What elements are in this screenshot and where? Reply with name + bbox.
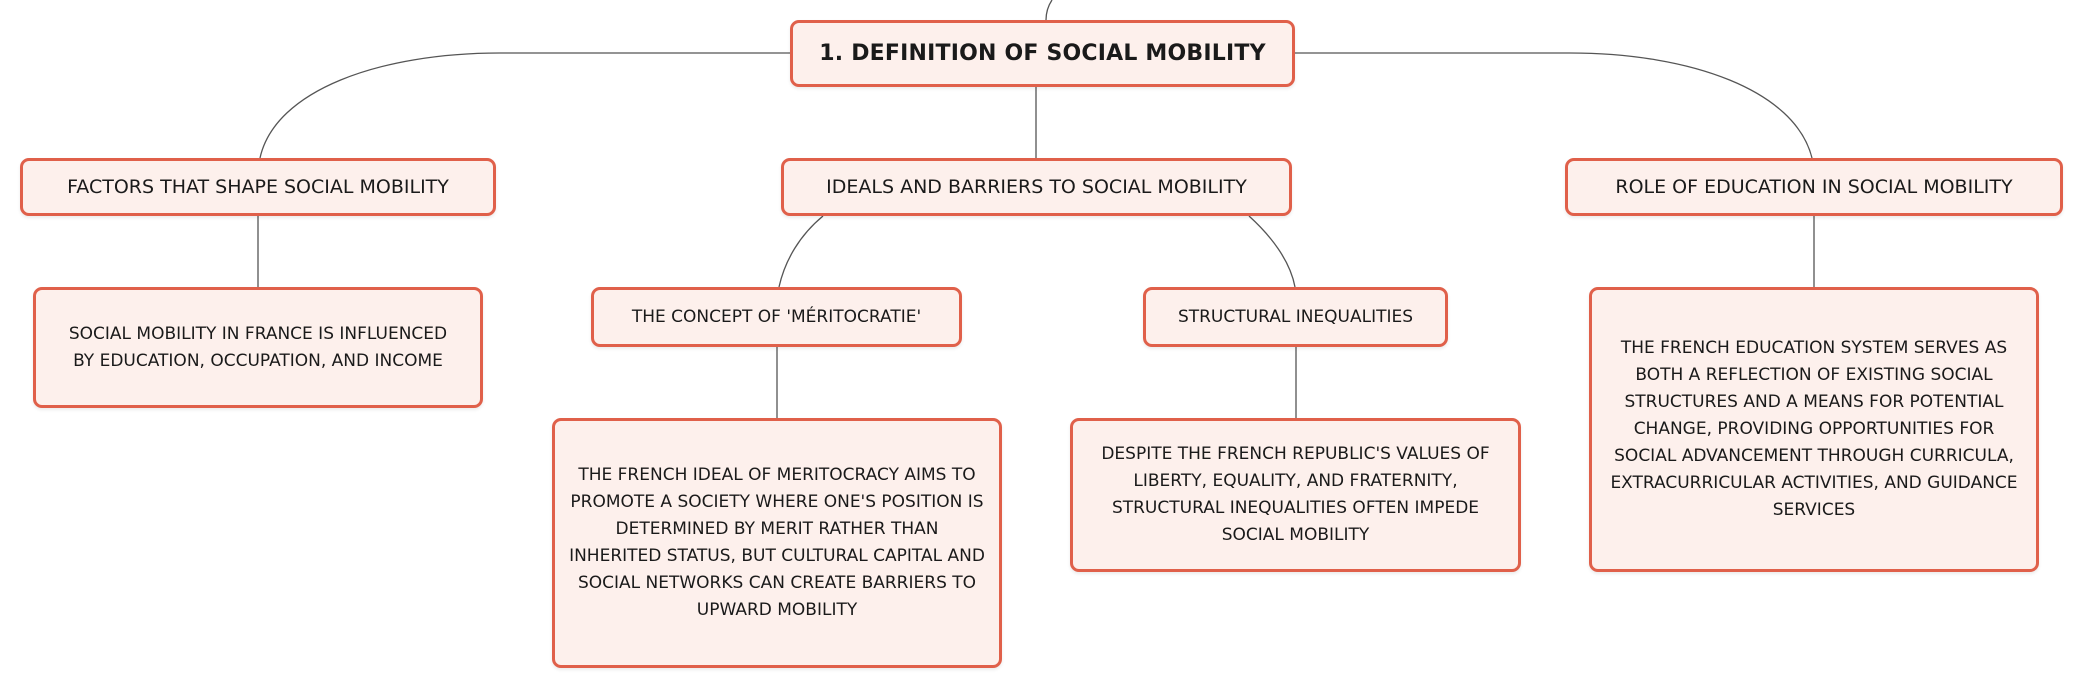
leaf-node-factors-detail[interactable]	[33, 287, 483, 408]
leaf-node-inequalities-detail[interactable]	[1070, 418, 1521, 572]
root-node[interactable]	[790, 20, 1295, 87]
branch-node-education[interactable]	[1565, 158, 2063, 216]
sub-node-inequalities-label: STRUCTURAL INEQUALITIES	[1177, 307, 1414, 327]
leaf-node-meritocratie-detail[interactable]	[552, 418, 1002, 668]
connector-root-parent	[1046, 0, 1052, 20]
branch-node-factors-label: FACTORS THAT SHAPE SOCIAL MOBILITY	[67, 176, 449, 198]
branch-node-ideals-label: IDEALS AND BARRIERS TO SOCIAL MOBILITY	[826, 176, 1247, 198]
leaf-node-education-detail[interactable]	[1589, 287, 2039, 572]
connector-ideals-inequalities	[1249, 216, 1295, 287]
branch-node-factors[interactable]	[20, 158, 496, 216]
leaf-node-meritocratie-detail-text: THE FRENCH IDEAL OF MERITOCRACY AIMS TO PROMOTE A SOCIETY WHERE ONE'S POSITION IS DETERMINED BY MERIT RATHER THAN INHERITED STATUS, BUT CULTURAL CAPITAL AND SOCIAL NETWORKS CAN CREATE BARRIERS TO UPWARD MOBILITY	[569, 465, 985, 620]
branch-node-ideals[interactable]	[781, 158, 1292, 216]
sub-node-inequalities[interactable]	[1143, 287, 1448, 347]
connector-root-factors	[260, 53, 790, 158]
connector-ideals-meritocratie	[779, 216, 823, 287]
leaf-node-factors-detail-text: SOCIAL MOBILITY IN FRANCE IS INFLUENCED BY EDUCATION, OCCUPATION, AND INCOME	[68, 323, 448, 371]
root-node-label: 1. DEFINITION OF SOCIAL MOBILITY	[819, 41, 1266, 66]
sub-node-meritocratie[interactable]	[591, 287, 962, 347]
branch-node-education-label: ROLE OF EDUCATION IN SOCIAL MOBILITY	[1615, 176, 2013, 198]
leaf-node-inequalities-detail-text: DESPITE THE FRENCH REPUBLIC'S VALUES OF LIBERTY, EQUALITY, AND FRATERNITY, STRUCTURAL INEQUALITIES OFTEN IMPEDE SOCIAL MOBILITY	[1101, 444, 1490, 545]
leaf-node-education-detail-text: THE FRENCH EDUCATION SYSTEM SERVES AS BOTH A REFLECTION OF EXISTING SOCIAL STRUCTURES AND A MEANS FOR POTENTIAL CHANGE, PROVIDING OPPORTUNITIES FOR SOCIAL ADVANCEMENT THROUGH CURRICULA, EXTRACURRICULAR ACTIVITIES, AND GUIDANCE SERVICES	[1610, 338, 2018, 520]
sub-node-meritocratie-label: THE CONCEPT OF 'MÉRITOCRATIE'	[631, 307, 922, 327]
connector-root-education	[1295, 53, 1812, 158]
